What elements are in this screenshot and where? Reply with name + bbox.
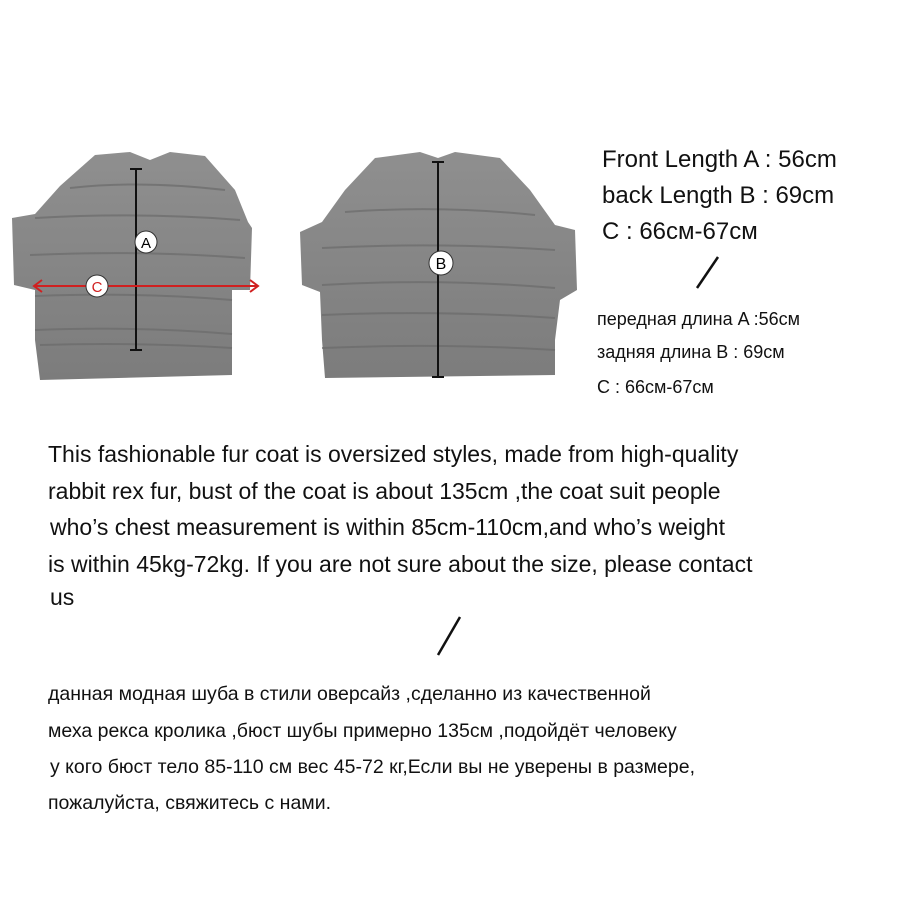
- spec-back-length-ru: задняя длина B : 69см: [597, 342, 785, 362]
- description-ru-line: меха рекса кролика ,бюст шубы примерно 135см ,подойдёт человеку: [48, 720, 677, 742]
- spec-front-length-ru: передная длина A :56см: [597, 309, 801, 329]
- spec-back-length: back Length B : 69cm: [602, 182, 835, 209]
- label-c: C: [91, 279, 103, 296]
- back-coat-image: [300, 152, 577, 378]
- description-line: is within 45kg-72kg. If you are not sure about the size, please contact: [48, 551, 753, 577]
- description-line: This fashionable fur coat is oversized styles, made from high-quality: [48, 441, 739, 467]
- spec-front-length: Front Length A : 56cm: [602, 146, 837, 173]
- description-ru-line: пожалуйста, свяжитесь с нами.: [48, 792, 332, 814]
- description-line: us: [50, 584, 75, 610]
- description-line: rabbit rex fur, bust of the coat is about 135cm ,the coat suit people: [48, 478, 721, 504]
- description-line: who’s chest measurement is within 85cm-110cm,and who’s weight: [50, 514, 725, 540]
- description-ru-line: у кого бюст тело 85-110 см вес 45-72 кг,Если вы не уверены в размере,: [50, 756, 695, 778]
- separator-slash: [438, 617, 460, 655]
- separator-slash: [697, 257, 718, 288]
- spec-width-ru: C : 66см-67см: [597, 377, 714, 397]
- description-ru-line: данная модная шуба в стили оверсайз ,сделанно из качественной: [48, 683, 651, 705]
- label-a: A: [140, 235, 152, 252]
- front-coat-image: [12, 152, 258, 380]
- label-b: B: [435, 256, 447, 273]
- spec-width: C : 66см-67см: [602, 218, 758, 245]
